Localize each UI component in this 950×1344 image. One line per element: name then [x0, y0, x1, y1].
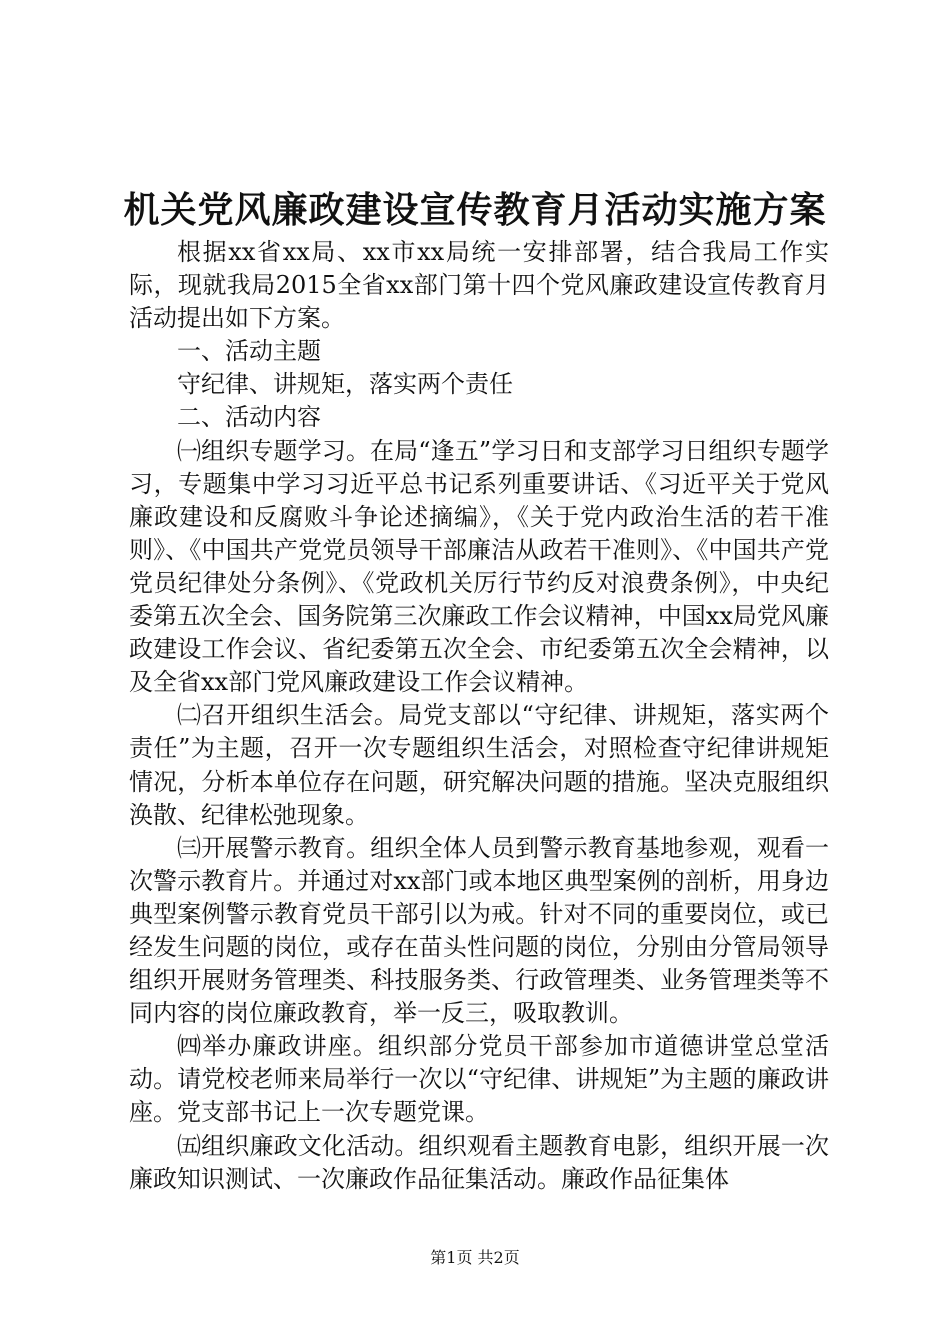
document-title: 机关党风廉政建设宣传教育月活动实施方案	[123, 189, 827, 231]
content-item-5: ㈤组织廉政文化活动。组织观看主题教育电影，组织开展一次廉政知识测试、一次廉政作品征集活动。廉政作品征集体	[129, 1131, 829, 1193]
content-item-4: ㈣举办廉政讲座。组织部分党员干部参加市道德讲堂总堂活动。请党校老师来局举行一次以“守纪律、讲规矩”为主题的廉政讲座。党支部书记上一次专题党课。	[129, 1032, 829, 1127]
content-item-3: ㈢开展警示教育。组织全体人员到警示教育基地参观，观看一次警示教育片。并通过对xx部门或本地区典型案例的剖析，用身边典型案例警示教育党员干部引以为戒。针对不同的重要岗位，或已经发生问题的岗位，或存在苗头性问题的岗位，分别由分管局领导组织开展财务管理类、科技服务类、行政管理类、业务管理类等不同内容的岗位廉政教育，举一反三，吸取教训。	[129, 833, 829, 1028]
section-heading-theme: 一、活动主题	[177, 337, 321, 366]
document-body	[129, 236, 829, 1196]
section-heading-content: 二、活动内容	[177, 403, 321, 432]
content-item-2: ㈡召开组织生活会。局党支部以“守纪律、讲规矩，落实两个责任”为主题，召开一次专题组织生活会，对照检查守纪律讲规矩情况，分析本单位存在问题，研究解决问题的措施。坚决克服组织涣散、纪律松弛现象。	[129, 701, 829, 829]
page-number-footer: 第1页 共2页	[430, 1248, 520, 1267]
intro-paragraph: 根据xx省xx局、xx市xx局统一安排部署，结合我局工作实际，现就我局2015全省xx部门第十四个党风廉政建设宣传教育月活动提出如下方案。	[129, 238, 829, 333]
content-item-1: ㈠组织专题学习。在局“逢五”学习日和支部学习日组织专题学习，专题集中学习习近平总书记系列重要讲话、《习近平关于党风廉政建设和反腐败斗争论述摘编》，《关于党内政治生活的若干准则》、《中国共产党党员领导干部廉洁从政若干准则》、《中国共产党党员纪律处分条例》、《党政机关厉行节约反对浪费条例》，中央纪委第五次全会、国务院第三次廉政工作会议精神，中国xx局党风廉政建设工作会议、省纪委第五次全会、市纪委第五次全会精神，以及全省xx部门党风廉政建设工作会议精神。	[129, 436, 829, 697]
theme-paragraph: 守纪律、讲规矩，落实两个责任	[177, 370, 513, 399]
